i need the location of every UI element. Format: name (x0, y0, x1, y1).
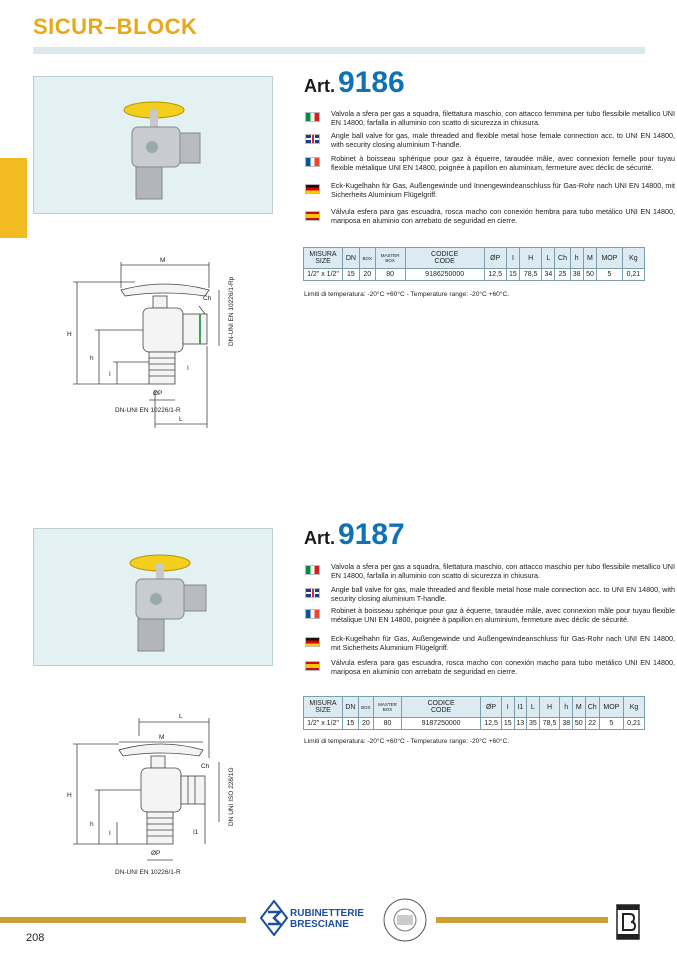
certification-seal-icon (378, 897, 432, 943)
page-number: 208 (26, 932, 45, 944)
dim-label-h: h (90, 821, 94, 828)
table-cell: 1/2" x 1/2" (304, 269, 343, 281)
table-header: MISURA SIZE (304, 248, 343, 269)
valve-icon (34, 77, 272, 213)
technical-drawing-9186 (55, 250, 255, 430)
table-header: CODICE CODE (405, 248, 484, 269)
valve-icon (34, 529, 272, 665)
table-header: Kg (623, 697, 644, 718)
dim-label-L: L (179, 713, 183, 720)
table-header: Ch (555, 248, 570, 269)
table-header: ØP (481, 697, 502, 718)
description-it: Valvola a sfera per gas a squadra, filettatura maschio, con attacco maschio per tubo flessibile metallico UNI EN 14800, farfalla in alluminio con scatto di sicurezza in chiusura. (331, 562, 675, 580)
spanish-flag-icon (305, 211, 320, 221)
description-de: Eck-Kugelhahn für Gas, Außengewinde und Innengewindeanschluss für Gas-Rohr nach UNI EN 14800, mit Sicherheits Aluminium Flügelgriff. (331, 181, 675, 199)
table-header: L (527, 697, 540, 718)
table-header: MASTER BOX (373, 697, 401, 718)
dim-label-P: ØP (153, 390, 163, 397)
table-header: Kg (622, 248, 644, 269)
table-header: DN (343, 248, 360, 269)
dim-label-Ch: Ch (203, 295, 212, 302)
italian-flag-icon (305, 565, 320, 575)
dim-label-I: I (109, 371, 111, 378)
table-cell: 22 (585, 718, 599, 730)
table-cell: 25 (555, 269, 570, 281)
table-cell: 15 (506, 269, 519, 281)
german-flag-icon (305, 637, 320, 647)
section-tab (0, 158, 27, 238)
table-cell: 35 (527, 718, 540, 730)
right-thread-label: DN UNI ISO 228/1G (228, 767, 235, 826)
table-cell: 78,5 (520, 269, 542, 281)
dim-label-I: I (109, 830, 111, 837)
table-cell: 1/2" x 1/2" (304, 718, 343, 730)
table-header: h (570, 248, 583, 269)
table-header: BOX (359, 248, 375, 269)
brand-title: SICUR–BLOCK (33, 14, 198, 39)
table-header: MISURA SIZE (304, 697, 343, 718)
german-flag-icon (305, 184, 320, 194)
dim-label-h: h (90, 355, 94, 362)
table-header: M (573, 697, 586, 718)
brand-b-logo-icon (616, 904, 640, 940)
description-es: Válvula esfera para gas escuadra, rosca macho con conexión macho para tubo metálico UNI EN 14800, mariposa en aluminio con arrebato de seguridad en cierre. (331, 658, 675, 676)
table-header: H (520, 248, 542, 269)
french-flag-icon (305, 609, 320, 619)
dim-label-M: M (160, 257, 166, 264)
footer-bar-left (0, 917, 246, 923)
table-header: I (506, 248, 519, 269)
dim-label-P: ØP (151, 850, 161, 857)
product-photo-9186 (33, 76, 273, 214)
table-header: I1 (514, 697, 527, 718)
table-header: DN (343, 697, 359, 718)
description-fr: Robinet à boisseau sphérique pour gaz à équerre, taraudée mâle, avec connexion femelle pour tuyau flexible métalique UNI EN 14800, poignée à papillon en aluminium, fermeture avec déclic de sécurité. (331, 154, 675, 172)
company-logo-icon (260, 900, 288, 936)
table-header: MOP (599, 697, 623, 718)
table-cell: 5 (597, 269, 623, 281)
description-es: Válvula esfera para gas escuadra, rosca macho con conexión hembra para tubo metálico UNI EN 14800, mariposa en aluminio con arrebato de seguridad en cierre. (331, 207, 675, 225)
temperature-note-9186: Limiti di temperatura: -20°C +60°C - Temperature range: -20°C +60°C. (304, 291, 510, 298)
logo-line-1: RUBINETTERIE (290, 908, 364, 919)
header-divider (33, 47, 645, 54)
dim-label-H: H (67, 792, 72, 799)
table-cell: 5 (599, 718, 623, 730)
table-header: MOP (597, 248, 623, 269)
italian-flag-icon (305, 112, 320, 122)
dim-label-M: M (159, 734, 165, 741)
description-en: Angle ball valve for gas, male threaded and flexible metal hose female connection acc. to UNI EN 14800, with security closing aluminium T-handle. (331, 131, 675, 149)
table-cell: 50 (573, 718, 586, 730)
table-cell: 0,21 (622, 269, 644, 281)
table-header: L (542, 248, 555, 269)
spec-table-9186 (303, 247, 645, 281)
footer-bar-right (436, 917, 608, 923)
table-header: I (501, 697, 514, 718)
table-header: MASTER BOX (375, 248, 405, 269)
description-it: Valvola a sfera per gas a squadra, filettatura maschio, con attacco femmina per tubo flessibile metallico UNI EN 14800, farfalla in alluminio con scatto di sicurezza in chiusura. (331, 109, 675, 127)
table-cell: 13 (514, 718, 527, 730)
table-cell: 38 (560, 718, 573, 730)
article-heading-9186: Art. 9186 (304, 66, 405, 99)
product-photo-9187 (33, 528, 273, 666)
table-cell: 78,5 (539, 718, 560, 730)
temperature-note-9187: Limiti di temperatura: -20°C +60°C - Temperature range: -20°C +60°C. (304, 738, 510, 745)
table-header: Ch (585, 697, 599, 718)
uk-flag-icon (305, 588, 320, 598)
bottom-thread-label: DN-UNI EN 10226/1-R (115, 407, 181, 414)
table-cell: 20 (358, 718, 373, 730)
table-cell: 34 (542, 269, 555, 281)
article-heading-9187: Art. 9187 (304, 518, 405, 551)
spanish-flag-icon (305, 661, 320, 671)
table-cell: 38 (570, 269, 583, 281)
table-cell: 80 (375, 269, 405, 281)
table-cell: 0,21 (623, 718, 644, 730)
dim-label-I1: I1 (193, 829, 199, 836)
table-cell: 15 (343, 269, 360, 281)
table-row (304, 718, 645, 730)
dim-label-H: H (67, 331, 72, 338)
description-en: Angle ball valve for gas, male threaded and flexible metal hose male connection acc. to UNI EN 14800, with security closing aluminium T-handle. (331, 585, 675, 603)
table-cell: 15 (343, 718, 359, 730)
table-header: M (583, 248, 596, 269)
logo-line-2: BRESCIANE (290, 919, 349, 930)
table-header: CODICE CODE (402, 697, 481, 718)
table-header: ØP (484, 248, 506, 269)
description-de: Eck-Kugelhahn für Gas, Außengewinde und Außengewindeanschluss für Gas-Rohr nach UNI EN 14800, mit Sicherheits Aluminium Flügelgriff. (331, 634, 675, 652)
table-cell: 80 (373, 718, 401, 730)
table-cell: 12,5 (481, 718, 502, 730)
table-cell: 12,5 (484, 269, 506, 281)
table-cell: 9186250000 (405, 269, 484, 281)
dim-label-Ch: Ch (201, 763, 210, 770)
table-cell: 50 (583, 269, 596, 281)
french-flag-icon (305, 157, 320, 167)
table-header: H (539, 697, 560, 718)
dim-label-L: L (179, 416, 183, 423)
technical-drawing-9187 (55, 702, 255, 882)
description-fr: Robinet à boisseau sphérique pour gaz à équerre, taraudée mâle, avec connexion mâle pour tuyau flexible métalique UNI EN 14800, poignée à papillon en aluminium, fermeture avec déclic de sécurité. (331, 606, 675, 624)
table-cell: 15 (501, 718, 514, 730)
table-cell: 9187250000 (402, 718, 481, 730)
spec-table-9187 (303, 696, 645, 730)
uk-flag-icon (305, 134, 320, 144)
dim-label-I-right: I (187, 365, 189, 372)
bottom-thread-label: DN-UNI EN 10226/1-R (115, 869, 181, 876)
company-logo-text (290, 908, 364, 930)
right-thread-label: DN-UNI EN 10226/1-Rp (228, 276, 235, 346)
table-header: h (560, 697, 573, 718)
table-header: BOX (358, 697, 373, 718)
table-cell: 20 (359, 269, 375, 281)
table-row (304, 269, 645, 281)
